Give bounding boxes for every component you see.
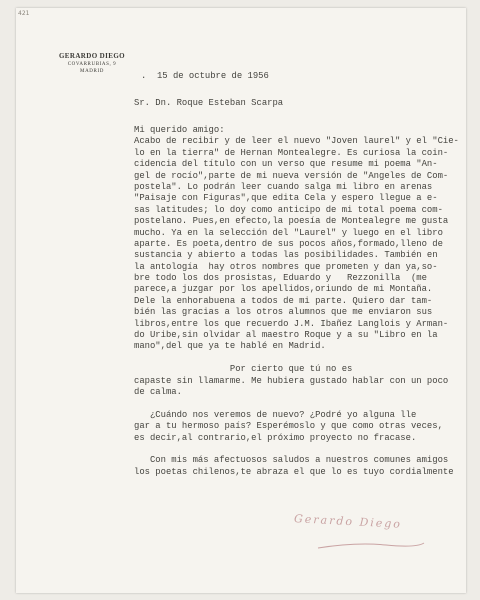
letter-body (134, 125, 459, 478)
letter-line: ¿Cuándo nos veremos de nuevo? ¿Podré yo alguna lle (134, 409, 417, 420)
letter-line: aparte. Es poeta,dentro de sus pocos años,formado,lleno de (134, 238, 443, 249)
archive-number: 421 (18, 10, 30, 17)
letter-line: Acabo de recibir y de leer el nuevo "Joven laurel" y el "Cie- (134, 136, 459, 147)
letter-line: "Paisaje con Figuras",que edita Cela y espero llegue a e- (134, 193, 438, 204)
letter-line: sas latitudes; lo doy como anticipo de mi total poema com- (134, 204, 443, 215)
letter-line: Dele la enhorabuena a todos de mi parte. Quiero dar tam- (134, 295, 433, 306)
letter-line: es decir,al contrario,el próximo proyecto no fracase. (134, 432, 417, 443)
letterhead-address: COVARRUBIAS, 9 (67, 62, 117, 67)
letter-date: . 15 de octubre de 1956 (141, 71, 269, 81)
handwritten-signature: Gerardo Diego (293, 512, 403, 531)
letter-line: mano",del que ya te hablé en Madrid. (134, 341, 326, 352)
letter-line: la antología hay otros nombres que prometen y dan ya,so- (134, 261, 438, 272)
letter-line: bre todo los dos prosistas, Eduardo y Rezzonilla (me (134, 273, 427, 284)
letter-line: bién las gracias a los otros alumnos que me enviaron sus (134, 307, 433, 318)
letter-line: lo en la tierra" de Hernan Montealegre. Es curiosa la coin- (134, 147, 449, 158)
letter-sheet (16, 8, 466, 593)
letter-line: gar a tu hermoso país? Esperémoslo y que como otras veces, (134, 421, 443, 432)
letter-line: postela". Lo podrán leer cuando salga mi libro en arenas (134, 181, 433, 192)
letter-line: Con mis más afectuosos saludos a nuestros comunes amigos (134, 455, 449, 466)
signature-underline-stroke (316, 540, 426, 550)
letter-addressee: Sr. Dn. Roque Esteban Scarpa (134, 98, 284, 108)
letter-line: sustancia y abierto a todas las posibilidades. También en (134, 250, 438, 261)
letter-line (134, 353, 459, 364)
letter-line: libros,entre los que recuerdo J.M. Ibañez Langlois y Arman- (134, 318, 449, 329)
letter-line (134, 398, 459, 409)
letter-line: cidencia del título con un verso que resume mi poema "An- (134, 159, 438, 170)
letter-line: mucho. Ya en la selección del "Laurel" y luego en el libro (134, 227, 443, 238)
letter-line: capaste sin llamarme. Me hubiera gustado hablar con un poco (134, 375, 449, 386)
letter-line: postelano. Pues,en efecto,la poesía de Montealegre me gusta (134, 216, 449, 227)
letter-line: do Uribe,sin olvidar al maestro Roque y a su "Libro en la (134, 330, 438, 341)
letter-line (134, 444, 459, 455)
letter-line: Mi querido amigo: (134, 125, 225, 135)
letter-line: los poetas chilenos,te abraza el que lo es tuyo cordialmente (134, 466, 454, 477)
letter-line: gel de rocío",parte de mi nueva versión de "Angeles de Com- (134, 170, 449, 181)
letterhead (48, 52, 136, 74)
letterhead-city: MADRID (80, 69, 104, 74)
letter-line: Por cierto que tú no es (134, 364, 353, 375)
letter-line: parece,a juzgar por los apellidos,oriundo de mi Montaña. (134, 284, 433, 295)
letter-line: de calma. (134, 386, 182, 397)
letterhead-name: GERARDO DIEGO (58, 52, 126, 60)
